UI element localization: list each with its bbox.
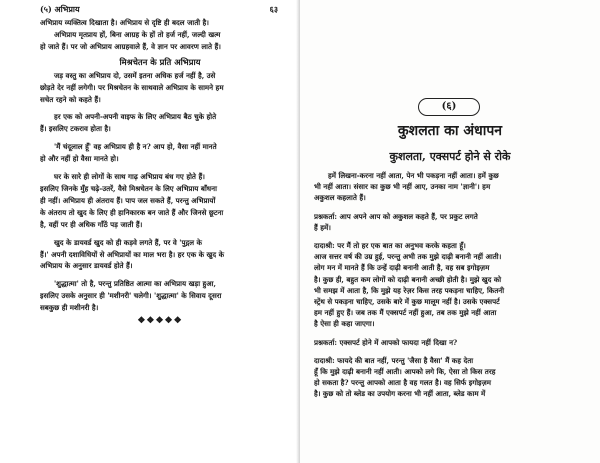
chapter-title: कुशलता का अंधापन bbox=[397, 123, 503, 139]
text-line: सबकुछ ही मशीनरी है। bbox=[40, 303, 99, 313]
text-line: हो सकता है? परन्तु आपको आता है वह गलत है। वह सिर्फ इगोइज़म bbox=[314, 378, 492, 388]
left-page-body bbox=[40, 17, 280, 328]
text-line: अकुशल कहलाते हैं। bbox=[314, 193, 366, 203]
text-line: लोग मन में मानते हैं कि उन्हें दाढ़ी बनानी आती है, वह सब इगोइज़म bbox=[314, 263, 490, 273]
paragraph bbox=[314, 170, 586, 204]
text-line: आज सत्तर वर्ष की उम्र हुई, परन्तु अभी तक मुझे दाढ़ी बनानी नहीं आती। bbox=[314, 252, 502, 262]
text-line: छोड़ते देर नहीं लगेगी। पर मिश्रचेतन के साथवाले अभिप्राय के सामने हम bbox=[40, 82, 224, 92]
text-line: हूँ कि मुझे दाढ़ी बनानी नहीं आती। आपको लगे कि, ऐसा तो किस तरह bbox=[314, 367, 496, 377]
text-line: हो जाते हैं। पर जो अभिप्राय आग्रहवाले हैं, वे ज्ञान पर आवरण लाते हैं। bbox=[40, 41, 221, 51]
text-line: अभिप्राय व्यक्तित्व दिखाता है। अभिप्राय से दृष्टि ही बदल जाती है। bbox=[40, 18, 209, 27]
text-line: : आप अपने आप को अकुशल कहते हैं, पर प्रकुट लगते bbox=[334, 211, 478, 221]
paragraph bbox=[40, 70, 280, 106]
paragraph bbox=[40, 237, 280, 273]
text-line: भी समझ में आता है, कि मुझे यह रेज़र किस तरह पकड़ना चाहिए, कितनी bbox=[314, 285, 505, 295]
answer-block bbox=[314, 355, 586, 400]
section-ornament: ❖❖❖❖❖ bbox=[137, 316, 183, 327]
text-line: है, वहीं पर ही अधिक गाँठें पड़ जाती हैं। bbox=[40, 219, 143, 229]
text-line: अभिप्राय के अनुसार डायवर्ड होते हैं। bbox=[40, 261, 133, 271]
running-header: (५) अभिप्राय bbox=[40, 4, 80, 14]
text-line: के अंतराय तो खुद के लिए ही हानिकारक बन जाते हैं और जिनसे छूटना bbox=[40, 207, 224, 217]
text-line: 'मैं चंदूलाल हूँ' वह अभिप्राय ही है न? आप हो, वैसा नहीं मानते bbox=[54, 142, 217, 152]
chapter-subtitle: कुशलता, एक्सपर्ट होने से रोके bbox=[389, 150, 511, 163]
text-line: सचेत रहने को कहते हैं। bbox=[40, 94, 101, 104]
text-line: जड़ वस्तु का अभिप्राय दो, उसमें इतना अधिक हर्ज नहीं है, उसे bbox=[54, 70, 216, 80]
speaker-label: दादाश्री bbox=[314, 355, 333, 365]
text-line: हर एक को अपनी-अपनी वाइफ के लिए अभिप्राय बैठ चुके होते bbox=[54, 112, 217, 122]
text-line: हो और नहीं हो वैसा मानते हो। bbox=[40, 154, 119, 164]
question-block bbox=[314, 211, 586, 233]
text-line: हम नहीं हुए हैं। जब तक मैं एक्सपर्ट नहीं हुआ, तब तक मुझे नहीं आता bbox=[314, 308, 497, 318]
text-line: भी नहीं आता। संसार का कुछ भी नहीं आए, उनका नाम 'ज्ञानी'। हम bbox=[314, 182, 491, 192]
text-line: है। कुछ ही, बहुत कम लोगों को दाढ़ी बनानी अच्छी होती है। मुझे खुद को bbox=[314, 274, 502, 284]
text-line: खुद के डायवर्ड खुद को ही कड़वे लगते हैं, पर वे 'पुद्गल के bbox=[54, 237, 202, 247]
section-heading: मिश्रचेतन के प्रति अभिप्राय bbox=[119, 56, 201, 67]
text-line: : पर मैं तो हर एक बात का अनुभव करके कहता हूँ। bbox=[332, 241, 466, 251]
page-number: ६३ bbox=[269, 4, 278, 14]
text-line: ही नहीं। अभिप्राय ही अंतराय हैं। पाप जल सकते हैं, परन्तु अभिप्रायों bbox=[40, 195, 216, 205]
paragraph bbox=[40, 278, 280, 314]
text-line: : एक्सपर्ट होने में आपको फायदा नहीं दिखा न? bbox=[334, 337, 458, 347]
text-line: है ऐसा ही कहा जाएगा। bbox=[314, 319, 375, 329]
paragraph bbox=[40, 111, 280, 135]
text-line: घर के सारे ही लोगों के साथ गाढ़ अभिप्राय बंध गए होते हैं। bbox=[54, 172, 205, 182]
text-line: हैं।' अपनी दशाविधियों से अभिप्रायों का माल भरा है। हर एक के खुद के bbox=[40, 249, 225, 259]
right-page bbox=[300, 0, 600, 463]
text-line: हमें लिखना-करना नहीं आता, पेन भी पकड़ना नहीं आता। हमें कुछ bbox=[328, 171, 499, 180]
text-line: 'शुद्धात्मा' तो है, परन्तु प्रतिष्ठित आत्मा का अभिप्राय खड़ा हुआ, bbox=[54, 279, 216, 289]
text-line: स्ट्रेंथ से पकड़ना चाहिए, उसके बारे में कुछ मालूम नहीं है। उसके एक्सपर्ट bbox=[314, 297, 500, 307]
text-line: इसलिए उसके अनुसार ही 'मशीनरी' चलेगी। 'शुद्धात्मा' के सिवाय दूसरा bbox=[40, 291, 222, 301]
intro-paragraph bbox=[40, 17, 280, 53]
speaker-label: प्रश्नकर्ता bbox=[314, 211, 335, 221]
left-page-header bbox=[40, 4, 278, 18]
right-page-body bbox=[314, 170, 586, 400]
paragraph bbox=[40, 141, 280, 165]
paragraph bbox=[40, 171, 280, 231]
text-line: इसलिए जिनके मुँह चढ़े-उतरें, वैसे मिश्रचेतन के लिए अभिप्राय बाँधना bbox=[40, 183, 217, 193]
text-line: हैं हमें। bbox=[314, 222, 331, 232]
chapter-number: (६) bbox=[418, 98, 480, 116]
text-line: : फायदे की बात नहीं, परन्तु 'जैसा है वैसा' मैं कह देता bbox=[332, 355, 474, 365]
answer-block bbox=[314, 240, 586, 330]
text-line: हैं। इसलिए टकराव होता है। bbox=[40, 124, 111, 134]
text-line: अभिप्राय मृतप्राय हों, बिना आग्रह के हों तो हर्ज नहीं, जल्दी खत्म bbox=[54, 29, 221, 39]
question-block bbox=[314, 337, 586, 348]
speaker-label: प्रश्नकर्ता bbox=[314, 337, 335, 347]
speaker-label: दादाश्री bbox=[314, 241, 333, 251]
text-line: है। कुछ को तो ब्लेड का उपयोग करना भी नहीं आता, ब्लेड काम में bbox=[314, 389, 486, 399]
